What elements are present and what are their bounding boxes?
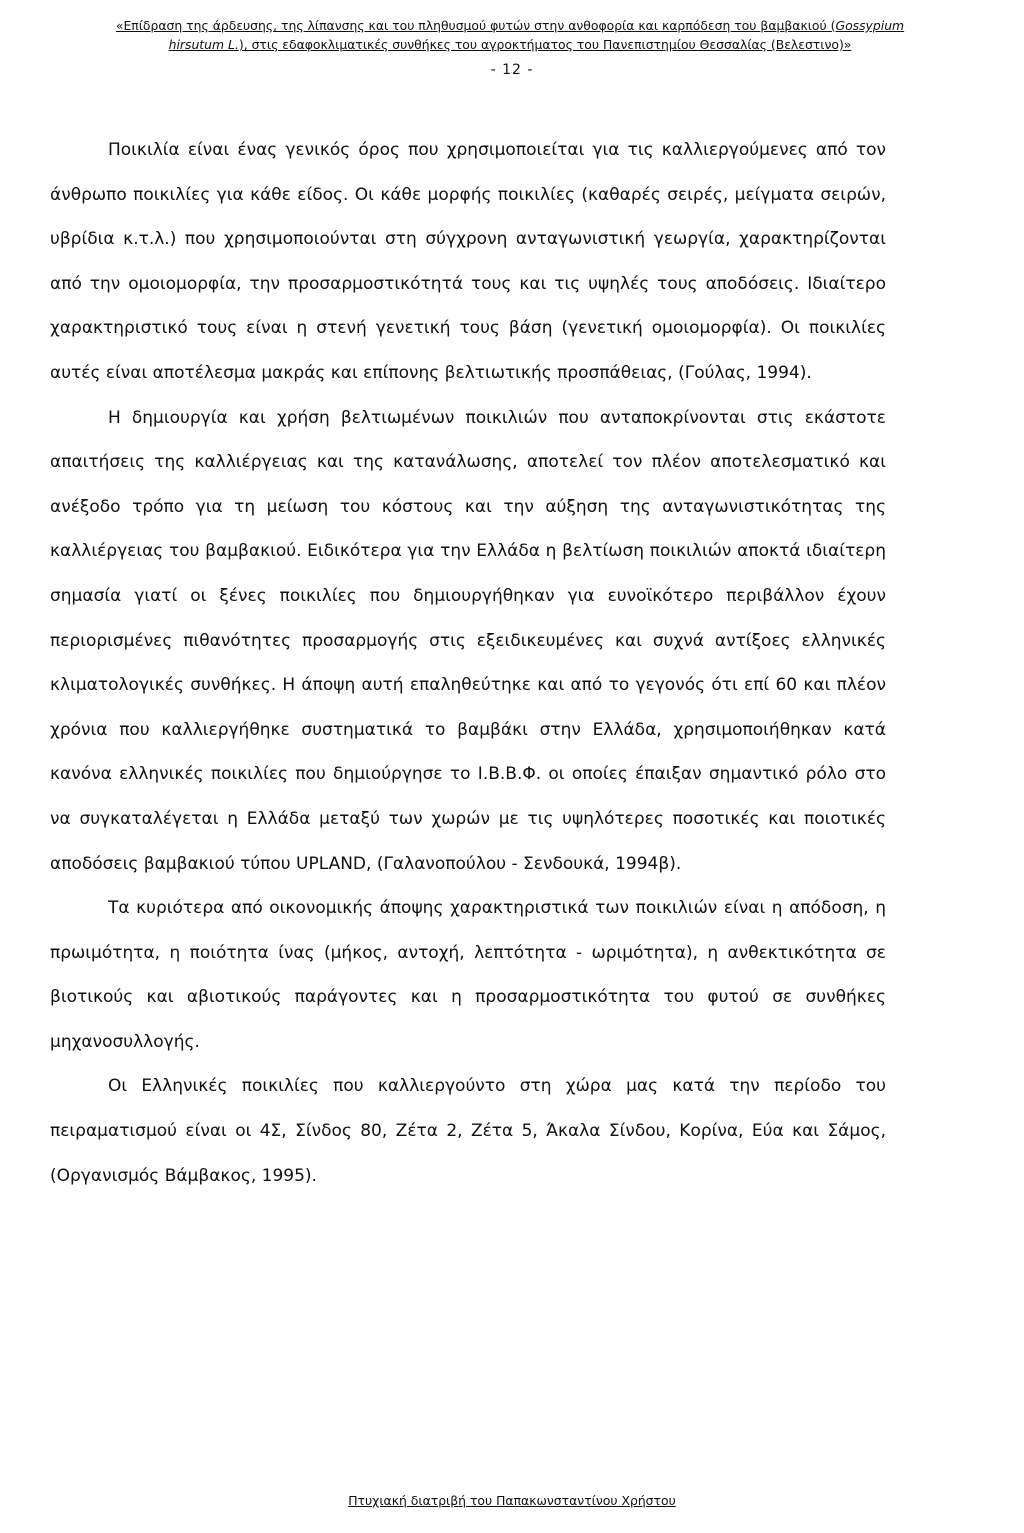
running-header	[60, 16, 960, 54]
header-line-2: hirsutum L.), στις εδαφοκλιματικές συνθήκες του αγροκτήματος του Πανεπιστημίου Θεσσαλίας (Βελεστινο)»	[168, 37, 852, 52]
body-text	[50, 128, 886, 1198]
paragraph-2: Η δημιουργία και χρήση βελτιωμένων ποικιλιών που ανταποκρίνονται στις εκάστοτε απαιτήσεις της καλλιέργειας και της κατανάλωσης, αποτελεί τον πλέον αποτελεσματικό και ανέξοδο τρόπο για τη μείωση του κόστους και την αύξηση της ανταγωνιστικότητας της καλλιέργειας του βαμβακιού. Ειδικότερα για την Ελλάδα η βελτίωση ποικιλιών αποκτά ιδιαίτερη σημασία γιατί οι ξένες ποικιλίες που δημιουργήθηκαν για ευνοϊκότερο περιβάλλον έχουν περιορισμένες πιθανότητες προσαρμογής στις εξειδικευμένες και συχνά αντίξοες ελληνικές κλιματολογικές συνθήκες. Η άποψη αυτή επαληθεύτηκε και από το γεγονός ότι επί 60 και πλέον χρόνια που καλλιεργήθηκε συστηματικά το βαμβάκι στην Ελλάδα, χρησιμοποιήθηκαν κατά κανόνα ελληνικές ποικιλίες που δημιούργησε το Ι.Β.Β.Φ. οι οποίες έπαιξαν σημαντικό ρόλο στο να συγκαταλέγεται η Ελλάδα μεταξύ των χωρών με τις υψηλότερες ποσοτικές και ποιοτικές αποδόσεις βαμβακιού τύπου UPLAND, (Γαλανοπούλου - Σενδουκά, 1994β).	[50, 407, 886, 874]
page-number: - 12 -	[490, 62, 534, 78]
footer-author: Πτυχιακή διατριβή του Παπακωνσταντίνου Χρήστου	[348, 1493, 676, 1508]
paragraph-4: Οι Ελληνικές ποικιλίες που καλλιεργούντο στη χώρα μας κατά την περίοδο του πειραματισμού είναι οι 4Σ, Σίνδος 80, Ζέτα 2, Ζέτα 5, Άκαλα Σίνδου, Κορίνα, Εύα και Σάμος, (Οργανισμός Βάμβακος, 1995).	[50, 1076, 886, 1186]
paragraph-3: Τα κυριότερα από οικονομικής άποψης χαρακτηριστικά των ποικιλιών είναι η απόδοση, η πρωιμότητα, η ποιότητα ίνας (μήκος, αντοχή, λεπτότητα - ωριμότητα), η ανθεκτικότητα σε βιοτικούς και αβιοτικούς παράγοντες και η προσαρμοστικότητα του φυτού σε συνθήκες μηχανοσυλλογής.	[50, 898, 886, 1052]
paragraph-1: Ποικιλία είναι ένας γενικός όρος που χρησιμοποιείται για τις καλλιεργούμενες από τον άνθρωπο ποικιλίες για κάθε είδος. Οι κάθε μορφής ποικιλίες (καθαρές σειρές, μείγματα σειρών, υβρίδια κ.τ.λ.) που χρησιμοποιούνται στη σύγχρονη ανταγωνιστική γεωργία, χαρακτηρίζονται από την ομοιομορφία, την προσαρμοστικότητά τους και τις υψηλές τους αποδόσεις. Ιδιαίτερο χαρακτηριστικό τους είναι η στενή γενετική τους βάση (γενετική ομοιομορφία). Οι ποικιλίες αυτές είναι αποτέλεσμα μακράς και επίπονης βελτιωτικής προσπάθειας, (Γούλας, 1994).	[50, 140, 886, 383]
scientific-name: hirsutum L.	[168, 37, 239, 52]
header-line-1: «Επίδραση της άρδευσης, της λίπανσης και του πληθυσμού φυτών στην ανθοφορία και καρπόδεση του βαμβακιού (Gossypium	[115, 18, 905, 33]
scientific-name: Gossypium	[835, 18, 905, 33]
